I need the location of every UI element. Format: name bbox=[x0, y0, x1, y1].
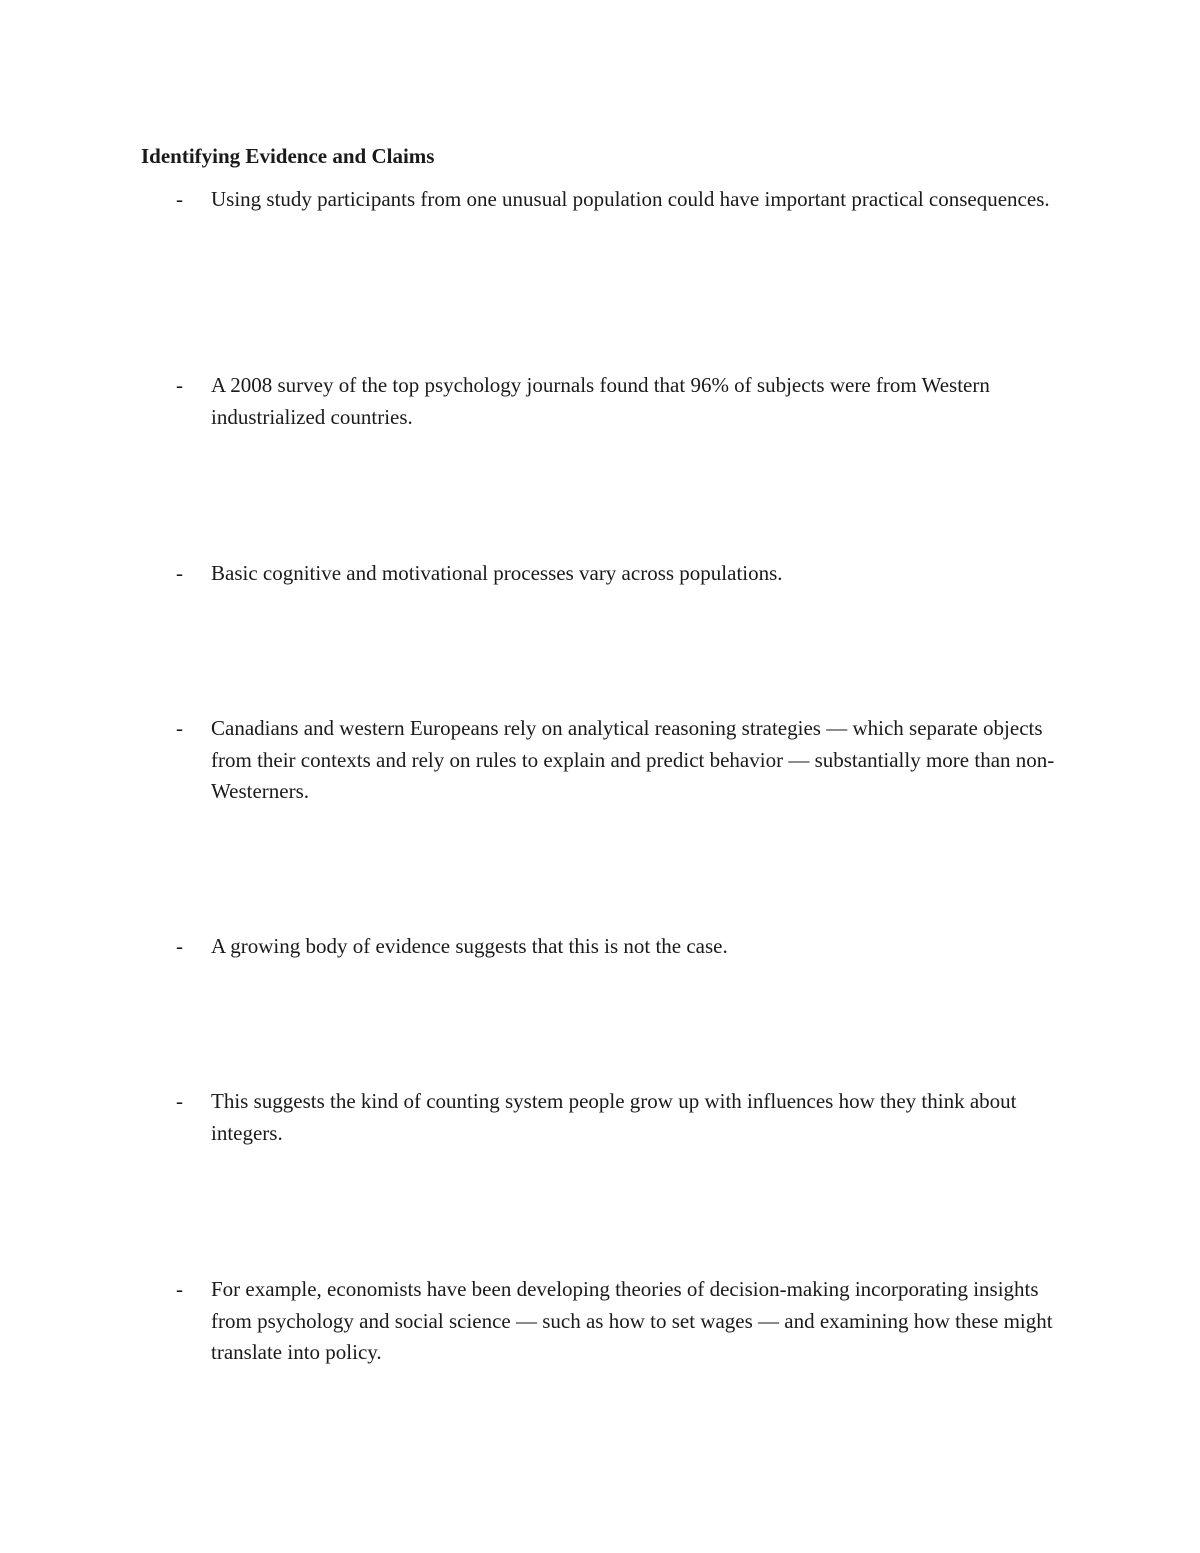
list-item bbox=[176, 1274, 1076, 1369]
bullet-dash: - bbox=[176, 373, 183, 397]
bullet-dash: - bbox=[176, 1089, 183, 1113]
bullet-dash: - bbox=[176, 1277, 183, 1301]
list-item-text: This suggests the kind of counting system people grow up with influences how they think about integers. bbox=[211, 1089, 1017, 1145]
list-item bbox=[176, 1086, 1076, 1149]
list-item bbox=[176, 184, 1076, 216]
bullet-dash: - bbox=[176, 716, 183, 740]
list-item-text: Basic cognitive and motivational processes vary across populations. bbox=[211, 561, 783, 585]
list-item-text: A 2008 survey of the top psychology journals found that 96% of subjects were from Western industrialized countries. bbox=[211, 373, 990, 429]
list-item bbox=[176, 931, 1076, 963]
bullet-dash: - bbox=[176, 934, 183, 958]
list-item bbox=[176, 558, 1076, 590]
list-item-text: For example, economists have been developing theories of decision-making incorporating insights from psychology and social science — such as how to set wages — and examining how these might translate into policy. bbox=[211, 1277, 1053, 1364]
document-title: Identifying Evidence and Claims bbox=[141, 144, 435, 168]
list-item bbox=[176, 713, 1076, 808]
bullet-dash: - bbox=[176, 561, 183, 585]
list-item-text: A growing body of evidence suggests that this is not the case. bbox=[211, 934, 728, 958]
list-item-text: Using study participants from one unusual population could have important practical consequences. bbox=[211, 187, 1050, 211]
list-item bbox=[176, 370, 1076, 433]
bullet-dash: - bbox=[176, 187, 183, 211]
list-item-text: Canadians and western Europeans rely on analytical reasoning strategies — which separate objects from their contexts and rely on rules to explain and predict behavior — substantially more than non-Westerners. bbox=[211, 716, 1055, 803]
